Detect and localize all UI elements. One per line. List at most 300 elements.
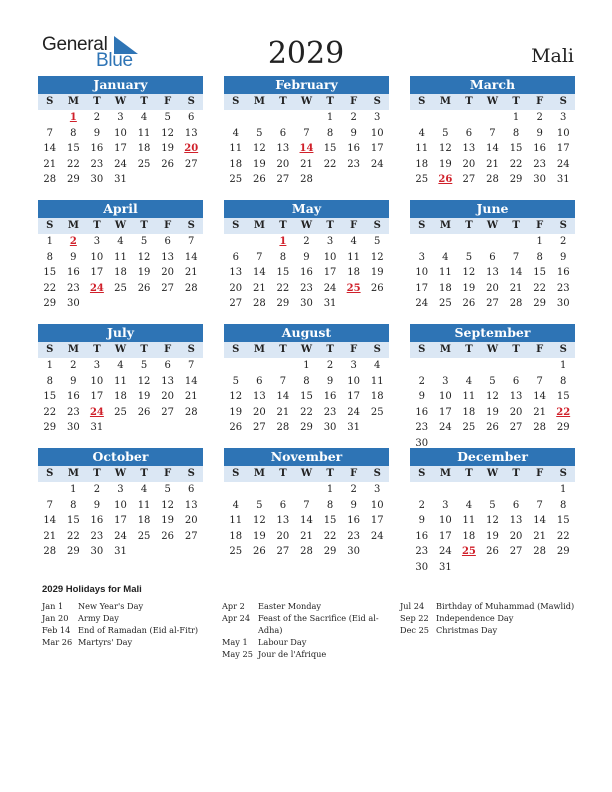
day-cell: 8 (512, 127, 520, 139)
day-cell: 31 (114, 546, 127, 557)
day-cell: 19 (161, 143, 174, 154)
day-cell: 9 (326, 375, 334, 387)
day-cell: 19 (252, 530, 266, 542)
weekday-label: S (46, 468, 54, 479)
day-cell: 30 (66, 422, 80, 433)
weekday-label: T (279, 344, 287, 355)
day-cell: 16 (415, 530, 429, 542)
day-cell: 23 (66, 282, 80, 294)
day-cell: 31 (114, 174, 127, 185)
holiday-date: May 1 (222, 637, 248, 647)
day-cell: 1 (326, 484, 334, 495)
day-cell: 13 (184, 127, 198, 139)
day-cell: 30 (90, 174, 104, 185)
day-cell: 17 (323, 267, 337, 278)
day-cell: 25 (137, 158, 151, 170)
month-july (38, 324, 203, 436)
day-cell: 11 (370, 375, 384, 387)
day-cell: 26 (486, 422, 499, 433)
weekday-header (410, 342, 575, 358)
holiday-day-cell: 2 (69, 236, 77, 247)
holiday-item (400, 624, 580, 636)
day-cell: 3 (442, 499, 449, 511)
day-cell: 24 (370, 158, 384, 170)
day-cell: 5 (140, 360, 148, 371)
empty-cell (38, 110, 62, 126)
empty-cell (528, 358, 552, 374)
weekday-label: T (326, 220, 334, 231)
day-cell: 16 (323, 391, 337, 402)
day-cell: 16 (533, 143, 546, 154)
day-cell: 5 (140, 236, 148, 247)
day-cell: 25 (370, 406, 384, 418)
weekday-label: F (350, 220, 358, 231)
day-cell: 27 (462, 174, 476, 185)
empty-cell (410, 358, 434, 374)
day-cell: 20 (229, 282, 243, 294)
day-cell: 25 (438, 298, 452, 309)
day-cell: 10 (438, 515, 452, 526)
weekday-label: S (46, 220, 54, 231)
day-cell: 30 (300, 298, 313, 309)
holiday-name: Jour de l'Afrique (258, 649, 327, 659)
day-cell: 4 (232, 127, 239, 139)
day-cell: 2 (350, 484, 357, 495)
day-cell: 10 (90, 251, 104, 263)
day-cell: 14 (184, 251, 198, 263)
day-cell: 7 (46, 499, 53, 511)
empty-cell (457, 358, 481, 374)
day-cell: 13 (161, 251, 174, 263)
day-cell: 23 (347, 530, 360, 542)
weekday-label: F (164, 220, 172, 231)
day-cell: 18 (229, 530, 243, 542)
empty-cell (38, 482, 62, 498)
weekday-label: S (46, 96, 54, 107)
month-october (38, 448, 203, 560)
day-grid (224, 110, 389, 188)
weekday-label: T (512, 344, 520, 355)
day-cell: 7 (512, 251, 520, 263)
weekday-label: M (253, 220, 265, 231)
day-cell: 31 (347, 422, 360, 433)
holiday-day-cell: 1 (279, 236, 287, 247)
day-cell: 3 (93, 236, 101, 247)
day-cell: 16 (90, 143, 104, 154)
day-cell: 13 (252, 391, 266, 402)
day-cell: 7 (536, 499, 543, 511)
day-cell: 26 (161, 530, 174, 542)
holiday-day-cell: 25 (346, 282, 361, 294)
day-cell: 3 (442, 375, 449, 387)
day-cell: 13 (276, 143, 290, 154)
day-cell: 21 (184, 391, 198, 402)
holiday-day-cell: 1 (69, 112, 77, 123)
day-cell: 6 (188, 112, 195, 123)
weekday-header (38, 218, 203, 234)
day-cell: 12 (252, 143, 266, 154)
day-cell: 31 (90, 422, 104, 433)
day-grid (224, 482, 389, 560)
day-cell: 16 (347, 515, 360, 526)
day-cell: 11 (438, 267, 452, 278)
day-cell: 1 (303, 360, 310, 371)
day-cell: 13 (509, 391, 523, 402)
holiday-name: Christmas Day (436, 625, 498, 635)
day-cell: 29 (509, 174, 523, 185)
month-title: November (224, 448, 389, 466)
weekday-label: S (187, 344, 195, 355)
weekday-label: W (486, 344, 499, 355)
day-cell: 15 (556, 391, 570, 402)
day-cell: 15 (276, 267, 290, 278)
weekday-label: M (253, 96, 265, 107)
weekday-label: W (300, 96, 313, 107)
weekday-label: T (465, 468, 473, 479)
day-cell: 2 (93, 484, 101, 495)
day-cell: 7 (536, 375, 543, 387)
weekday-label: M (439, 220, 451, 231)
day-cell: 15 (43, 267, 57, 278)
day-cell: 18 (370, 391, 384, 402)
day-cell: 5 (256, 127, 263, 139)
day-cell: 1 (560, 360, 567, 371)
weekday-label: F (350, 468, 358, 479)
holiday-date: Apr 24 (222, 613, 251, 623)
day-cell: 25 (415, 174, 429, 185)
day-cell: 3 (418, 251, 425, 263)
holiday-day-cell: 26 (438, 174, 453, 185)
day-cell: 21 (509, 282, 523, 294)
day-cell: 23 (415, 546, 429, 557)
brand-general-text: General (42, 34, 108, 55)
weekday-label: F (536, 344, 544, 355)
day-cell: 23 (323, 406, 337, 418)
day-cell: 7 (303, 127, 310, 139)
day-cell: 11 (462, 391, 476, 402)
day-cell: 10 (370, 499, 384, 511)
day-cell: 19 (137, 391, 151, 402)
day-cell: 15 (533, 267, 546, 278)
day-cell: 7 (188, 360, 195, 371)
day-cell: 16 (66, 391, 80, 402)
day-cell: 4 (465, 375, 473, 387)
weekday-label: S (187, 468, 195, 479)
day-cell: 12 (161, 127, 174, 139)
weekday-header (224, 466, 389, 482)
day-cell: 2 (350, 112, 357, 123)
day-cell: 21 (252, 282, 266, 294)
day-grid (38, 358, 203, 436)
empty-cell (224, 358, 248, 374)
day-cell: 20 (252, 406, 266, 418)
holiday-date: Apr 2 (222, 601, 245, 611)
day-cell: 5 (442, 127, 449, 139)
holiday-day-cell: 25 (461, 546, 476, 557)
weekday-label: W (486, 220, 499, 231)
empty-cell (248, 234, 272, 250)
day-cell: 17 (114, 515, 127, 526)
day-cell: 3 (93, 360, 101, 371)
day-grid (410, 110, 575, 188)
day-cell: 17 (556, 143, 570, 154)
day-cell: 9 (70, 375, 77, 387)
day-cell: 14 (533, 391, 546, 402)
day-cell: 1 (560, 484, 567, 495)
day-cell: 6 (465, 127, 473, 139)
day-cell: 28 (276, 422, 290, 433)
day-cell: 20 (161, 267, 174, 278)
day-grid (410, 234, 575, 312)
weekday-label: W (300, 220, 313, 231)
holiday-date: Jul 24 (400, 601, 425, 611)
month-december (410, 448, 575, 575)
weekday-label: F (350, 96, 358, 107)
weekday-label: M (253, 344, 265, 355)
day-cell: 20 (486, 282, 499, 294)
day-cell: 29 (300, 422, 313, 433)
day-cell: 10 (556, 127, 570, 139)
day-cell: 15 (323, 515, 337, 526)
empty-cell (457, 234, 481, 250)
weekday-label: S (232, 96, 240, 107)
empty-cell (224, 234, 248, 250)
day-cell: 12 (161, 499, 174, 511)
day-cell: 15 (43, 391, 57, 402)
month-title: June (410, 200, 575, 218)
weekday-header (410, 218, 575, 234)
day-cell: 31 (438, 561, 452, 573)
day-cell: 16 (66, 267, 80, 278)
weekday-header (224, 94, 389, 110)
holiday-column (42, 600, 212, 648)
day-cell: 10 (438, 391, 452, 402)
empty-cell (528, 482, 552, 498)
weekday-label: W (486, 96, 499, 107)
day-cell: 8 (560, 499, 567, 511)
day-cell: 22 (300, 406, 313, 418)
weekday-header (38, 94, 203, 110)
day-cell: 11 (347, 251, 360, 263)
month-title: August (224, 324, 389, 342)
weekday-label: S (559, 468, 567, 479)
day-cell: 2 (560, 236, 567, 247)
empty-cell (504, 482, 528, 498)
empty-cell (434, 482, 458, 498)
day-cell: 30 (90, 546, 104, 557)
day-cell: 26 (137, 282, 151, 294)
holiday-item (222, 636, 382, 648)
day-cell: 6 (164, 236, 171, 247)
day-cell: 17 (347, 391, 360, 402)
day-cell: 9 (350, 127, 357, 139)
month-title: February (224, 76, 389, 94)
day-cell: 28 (252, 298, 266, 309)
day-cell: 27 (509, 546, 523, 557)
day-cell: 26 (486, 546, 499, 557)
holiday-item (42, 612, 212, 624)
day-cell: 6 (164, 360, 171, 371)
empty-cell (457, 482, 481, 498)
day-cell: 23 (300, 282, 313, 294)
day-cell: 24 (438, 546, 452, 557)
day-cell: 19 (137, 267, 151, 278)
day-cell: 28 (184, 406, 198, 418)
day-grid (38, 110, 203, 188)
weekday-label: W (300, 468, 313, 479)
day-cell: 13 (486, 267, 499, 278)
empty-cell (410, 110, 434, 126)
day-cell: 18 (114, 391, 127, 402)
holiday-day-cell: 24 (89, 406, 104, 418)
day-cell: 28 (300, 546, 313, 557)
empty-cell (224, 482, 248, 498)
day-cell: 24 (114, 158, 127, 170)
day-cell: 17 (438, 406, 452, 418)
empty-cell (481, 358, 505, 374)
day-cell: 10 (90, 375, 104, 387)
day-grid (224, 234, 389, 312)
month-title: December (410, 448, 575, 466)
day-cell: 21 (184, 267, 198, 278)
day-cell: 14 (300, 515, 313, 526)
day-grid (38, 482, 203, 560)
day-cell: 23 (533, 158, 546, 170)
weekday-label: M (67, 96, 79, 107)
day-cell: 8 (46, 375, 53, 387)
day-cell: 25 (229, 174, 243, 185)
day-cell: 6 (279, 127, 287, 139)
day-cell: 27 (486, 298, 499, 309)
day-cell: 14 (184, 375, 198, 387)
day-cell: 15 (509, 143, 523, 154)
day-cell: 30 (66, 298, 80, 309)
day-cell: 27 (161, 406, 174, 418)
weekday-label: T (140, 344, 148, 355)
empty-cell (481, 234, 505, 250)
day-cell: 17 (370, 515, 384, 526)
day-cell: 2 (303, 236, 310, 247)
day-cell: 4 (140, 112, 148, 123)
day-cell: 16 (556, 267, 570, 278)
day-cell: 14 (276, 391, 290, 402)
day-cell: 26 (462, 298, 476, 309)
day-cell: 22 (43, 282, 57, 294)
day-cell: 11 (462, 515, 476, 526)
day-cell: 7 (303, 499, 310, 511)
day-grid (410, 358, 575, 451)
day-cell: 7 (279, 375, 287, 387)
weekday-label: M (439, 344, 451, 355)
day-cell: 30 (347, 546, 360, 557)
holiday-name: Feast of the Sacrifice (Eid al-Adha) (258, 613, 379, 635)
holiday-date: Sep 22 (400, 613, 429, 623)
day-cell: 23 (415, 422, 429, 433)
day-cell: 18 (438, 282, 452, 294)
day-cell: 8 (70, 499, 77, 511)
day-cell: 16 (90, 515, 104, 526)
holiday-date: Dec 25 (400, 625, 430, 635)
day-cell: 28 (533, 546, 546, 557)
day-cell: 28 (486, 174, 499, 185)
day-cell: 23 (90, 530, 104, 542)
weekday-label: M (67, 468, 79, 479)
day-cell: 20 (462, 158, 476, 170)
day-cell: 22 (323, 530, 337, 542)
weekday-label: T (279, 468, 287, 479)
day-cell: 5 (465, 251, 473, 263)
day-cell: 21 (300, 158, 313, 170)
weekday-label: T (326, 344, 334, 355)
month-title: September (410, 324, 575, 342)
weekday-label: T (93, 344, 101, 355)
day-cell: 6 (188, 484, 195, 495)
day-cell: 23 (347, 158, 360, 170)
day-cell: 15 (66, 515, 80, 526)
month-title: July (38, 324, 203, 342)
holiday-name: Labour Day (258, 637, 307, 647)
day-cell: 19 (161, 515, 174, 526)
day-cell: 12 (486, 515, 499, 526)
weekday-label: F (350, 344, 358, 355)
day-cell: 20 (276, 530, 290, 542)
weekday-label: T (93, 468, 101, 479)
holiday-date: Mar 26 (42, 637, 73, 647)
day-cell: 31 (323, 298, 337, 309)
weekday-label: S (373, 344, 381, 355)
day-cell: 8 (70, 127, 77, 139)
month-january (38, 76, 203, 188)
weekday-label: S (418, 344, 426, 355)
weekday-label: S (232, 468, 240, 479)
day-cell: 1 (46, 360, 53, 371)
day-cell: 24 (370, 530, 384, 542)
day-cell: 18 (347, 267, 360, 278)
day-cell: 12 (462, 267, 476, 278)
empty-cell (248, 482, 272, 498)
empty-cell (504, 358, 528, 374)
day-cell: 25 (229, 546, 243, 557)
day-cell: 2 (418, 499, 425, 511)
day-cell: 4 (117, 360, 124, 371)
holiday-name: Birthday of Muhammad (Mawlid) (436, 601, 575, 611)
day-cell: 4 (232, 499, 239, 511)
day-cell: 23 (66, 406, 80, 418)
day-cell: 24 (438, 422, 452, 433)
day-cell: 28 (184, 282, 198, 294)
day-cell: 29 (323, 546, 337, 557)
day-cell: 7 (46, 127, 53, 139)
month-may (224, 200, 389, 312)
day-cell: 8 (326, 127, 334, 139)
weekday-label: S (559, 220, 567, 231)
holiday-day-cell: 22 (556, 406, 571, 418)
holiday-date: Jan 20 (42, 613, 69, 623)
weekday-label: W (114, 468, 127, 479)
day-cell: 29 (276, 298, 290, 309)
day-cell: 12 (137, 251, 151, 263)
day-cell: 17 (415, 282, 429, 294)
day-cell: 6 (232, 251, 239, 263)
weekday-header (224, 218, 389, 234)
weekday-label: M (439, 468, 451, 479)
day-cell: 30 (415, 561, 429, 573)
month-november (224, 448, 389, 560)
day-cell: 30 (323, 422, 337, 433)
day-cell: 30 (415, 437, 429, 449)
month-september (410, 324, 575, 451)
day-cell: 6 (512, 375, 520, 387)
